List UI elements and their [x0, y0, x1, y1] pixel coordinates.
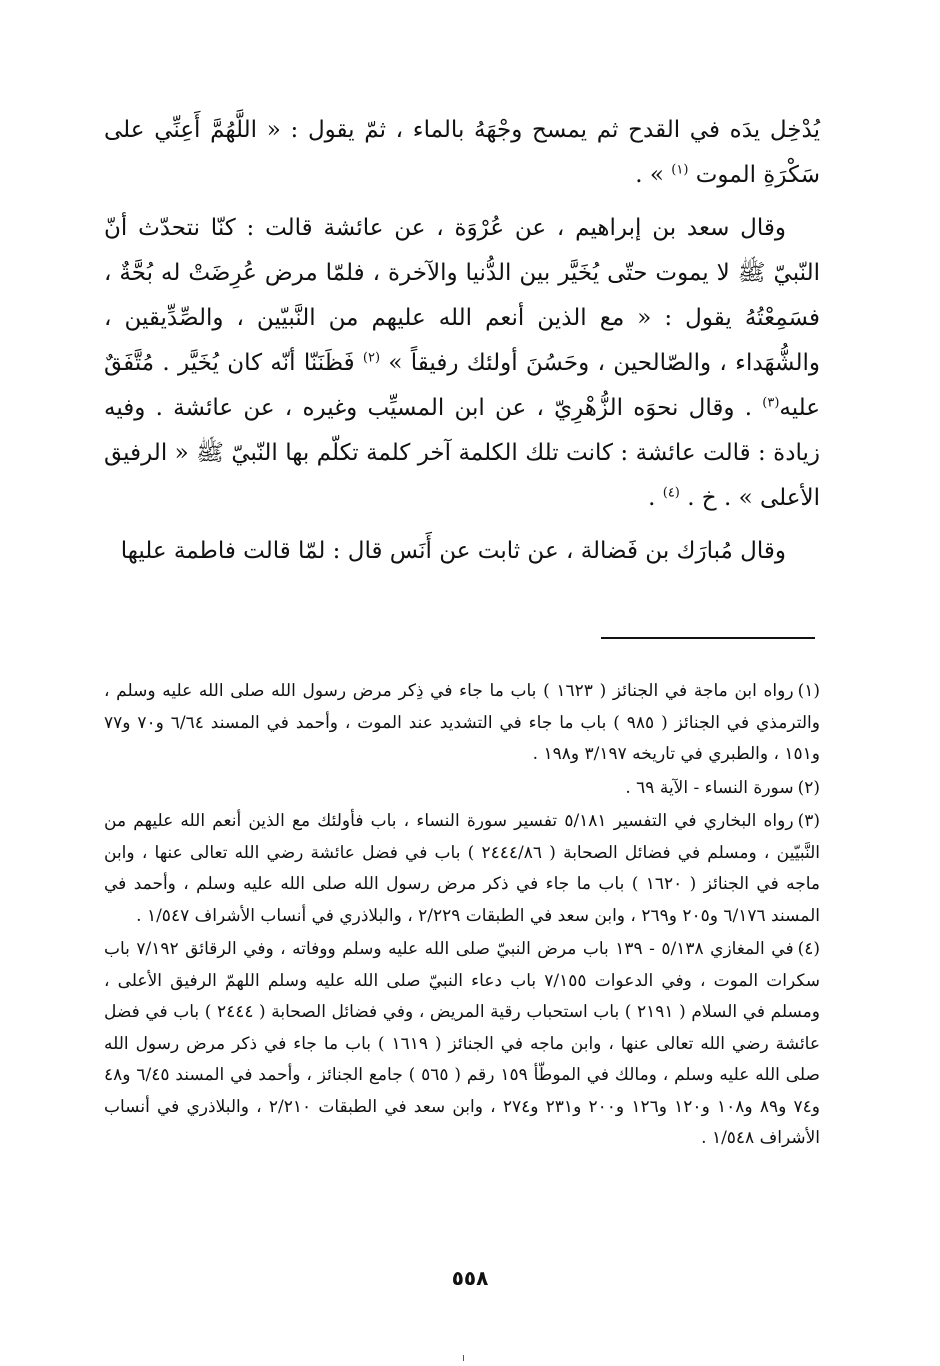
footnote-ref-3: (٣): [762, 395, 780, 411]
footnote-3: [104, 806, 820, 932]
paragraph-3: وقال مُبارَك بن فَضالة ، عن ثابت عن أَنَس قال : لمّا قالت فاطمة عليها: [120, 538, 786, 564]
paragraph-2-end: .: [648, 485, 656, 511]
footnote-2-number: (٢): [797, 777, 820, 798]
footnote-separator: [601, 637, 815, 639]
footnote-ref-1: (١): [671, 162, 689, 178]
footnote-2: [104, 773, 820, 805]
paragraph-1-text: يُدْخِل يدَه في القدح ثم يمسح وجْهَهُ بالماء ، ثمّ يقول : « اللَّهُمَّ أَعِنِّي على سَكْرَةِ الموت: [104, 117, 820, 188]
footnote-1-text: رواه ابن ماجة في الجنائز ( ١٦٢٣ ) باب ما جاء في ذِكر مرض رسول الله صلى الله عليه وسلم ، والترمذي في الجنائز ( ٩٨٥ ) باب ما جاء في التشديد عند الموت ، وأحمد في المسند ٦/٦٤ و٧٠ و٧٧ و١٥١ ، والطبري في تاريخه ٣/١٩٧ و١٩٨ .: [104, 681, 820, 764]
footnote-3-text: رواه البخاري في التفسير ٥/١٨١ تفسير سورة النساء ، باب فأولئك مع الذين أنعم الله عليهم من النَّبيّين ، ومسلم في فضائل الصحابة ( ٢٤٤٤/٨٦ ) باب في فضل عائشة رضي الله تعالى عنها ، وابن ماجه في الجنائز ( ١٦٢٠ ) باب ما جاء في ذكر مرض رسول الله صلى الله عليه وسلم ، وأحمد في المسند ٦/١٧٦ و٢٠٥ و٢٦٩ ، وابن سعد في الطبقات ٢/٢٢٩ ، والبلاذري في أنساب الأشراف ١/٥٤٧ .: [104, 811, 821, 926]
paragraph-2: [104, 206, 820, 521]
footnote-1-number: (١): [797, 681, 820, 701]
footnote-4-text: في المغازي ٥/١٣٨ - ١٣٩ باب مرض النبيّ صلى الله عليه وسلم ووفاته ، وفي الرقائق ٧/١٩٢ باب سكرات الموت ، وفي الدعوات ٧/١٥٥ باب دعاء النبيّ صلى الله عليه وسلم اللهمّ الرفيق الأعلى ، ومسلم في السلام ( ٢١٩١ ) باب استحباب رقية المريض ، وفي فضائل الصحابة ( ٢٤٤٤ ) باب في فضل عائشة رضي الله تعالى عنها ، وابن ماجه في الجنائز ( ١٦١٩ ) باب ما جاء في ذكر مرض رسول الله صلى الله عليه وسلم ، ومالك في الموطّأ ١٥٩ رقم ( ٥٦٥ ) جامع الجنائز ، وأحمد في المسند ٦/٤٥ و٤٨ و٧٤ و٨٩ و١٠٨ و١٢٠ و١٢٦ و٢٠٠ و٢٣١ و٢٧٤ ، وابن سعد في الطبقات ٢/٢١٠ ، والبلاذري في أنساب الأشراف ١/٥٤٨ .: [104, 939, 821, 1148]
main-text: [104, 108, 820, 574]
footnote-ref-2: (٢): [362, 350, 381, 366]
footnote-3-number: (٣): [797, 811, 820, 831]
paragraph-2-text: وقال سعد بن إبراهيم ، عن عُرْوَة ، عن عائشة قالت : كنّا نتحدّث أنّ النّبيّ ﷺ لا يموت حتّى يُخَيَّر بين الدُّنيا والآخرة ، فلمّا مرض عُرِضَتْ له بُحَّةٌ ، فسَمِعْتُهُ يقول : « مع الذين أنعم الله عليهم من النَّبيّين ، والصِّدِّيقين ، والشُّهَداء ، والصّالحين ، وحَسُنَ أولئك رفيقاً »: [104, 215, 821, 376]
scan-mark: [463, 1355, 464, 1361]
paragraph-2-after: . وقال نحوَه الزُّهْرِيّ ، عن ابن المسيِّب وغيره ، عن عائشة . وفيه زيادة : قالت عائشة : كانت تلك الكلمة آخر كلمة تكلّم بها النّبيّ ﷺ « الرفيق الأعلى » . خ .: [104, 395, 820, 511]
footnotes: [104, 676, 820, 1157]
footnote-ref-4: (٤): [662, 485, 680, 501]
paragraph-1-end: » .: [635, 162, 664, 188]
footnote-4-number: (٤): [797, 939, 820, 959]
footnote-2-text: سورة النساء - الآية ٦٩ .: [625, 777, 794, 798]
footnote-1: [104, 676, 820, 771]
paragraph-1: [104, 108, 820, 198]
page-number: ٥٥٨: [451, 1266, 489, 1290]
footnote-4: [104, 934, 820, 1155]
paragraph-2-middle: فَظَنَنّا أنّه كان يُخَيَّر . مُتَّفَقٌ عليه: [104, 350, 820, 421]
